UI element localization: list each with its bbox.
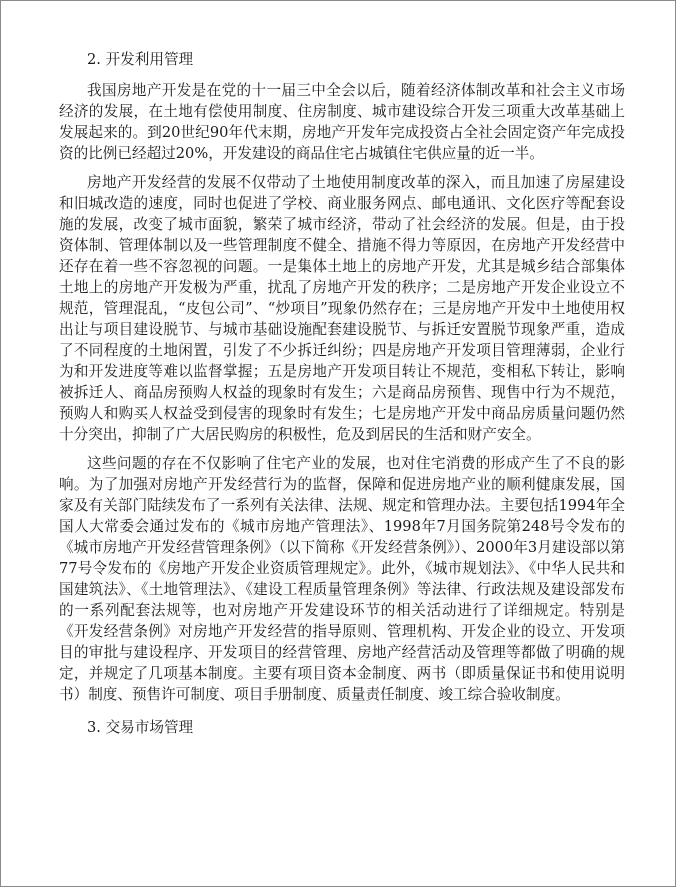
section-heading-trading: 3. 交易市场管理 xyxy=(87,719,194,736)
paragraph: 这些问题的存在不仅影响了住宅产业的发展，也对住宅消费的形成产生了不良的影响。为了加强对房地产开发经营行为的监督，保障和促进房地产业的顺利健康发展，国家及有关部门陆续发布了一系列有关法律、法规、规定和管理办法。主要包括1994年全国人大常委会通过发布的《城市房地产管理法》、1998年7月国务院第248号令发布的《城市房地产开发经营管理条例》（以下简称《开发经营条例》）、2000年3月建设部以第77号令发布的《房地产开发企业资质管理规定》。此外，《城市规划法》、《中华人民共和国建筑法》、《土地管理法》、《建设工程质量管理条例》等法律、行政法规及建设部发布的一系列配套法规等，也对房地产开发建设环节的相关活动进行了详细规定。特别是《开发经营条例》对房地产开发经营的指导原则、管理机构、开发企业的设立、开发项目的审批与建设程序、开发项目的经营管理、房地产经营活动及管理等都做了明确的规定，并规定了几项基本制度。主要有项目资本金制度、两书（即质量保证书和使用说明书）制度、预售许可制度、项目手册制度、质量责任制度、竣工综合验收制度。 xyxy=(59,455,625,703)
paragraph: 我国房地产开发是在党的十一届三中全会以后，随着经济体制改革和社会主义市场经济的发展，在土地有偿使用制度、住房制度、城市建设综合开发三项重大改革基础上发展起来的。到20世纪90年代末期，房地产开发年完成投资占全社会固定资产年完成投资的比例已经超过20%，开发建设的商品住宅占城镇住宅供应量的近一半。 xyxy=(59,82,625,162)
section-heading-development: 2. 开发利用管理 xyxy=(87,51,194,68)
paragraph: 房地产开发经营的发展不仅带动了土地使用制度改革的深入，而且加速了房屋建设和旧城改造的速度，同时也促进了学校、商业服务网点、邮电通讯、文化医疗等配套设施的发展，改变了城市面貌，繁荣了城市经济，带动了社会经济的发展。但是，由于投资体制、管理体制以及一些管理制度不健全、措施不得力等原因，在房地产开发经营中还存在着一些不容忽视的问题。一是集体土地上的房地产开发，尤其是城乡结合部集体土地上的房地产开发极为严重，扰乱了房地产开发的秩序；二是房地产开发企业设立不规范，管理混乱，“皮包公司”、“炒项目”现象仍然存在；三是房地产开发中土地使用权出让与项目建设脱节、与城市基础设施配套建设脱节、与拆迁安置脱节现象严重，造成了不同程度的土地闲置，引发了不少拆迁纠纷；四是房地产开发项目管理薄弱，企业行为和开发进度等难以监督掌握；五是房地产开发项目转让不规范，变相私下转让，影响被拆迁人、商品房预购人权益的现象时有发生；六是商品房预售、现售中行为不规范，预购人和购买人权益受到侵害的现象时有发生；七是房地产开发中商品房质量问题仍然十分突出，抑制了广大居民购房的积极性，危及到居民的生活和财产安全。 xyxy=(59,174,625,443)
document-body xyxy=(59,49,625,748)
